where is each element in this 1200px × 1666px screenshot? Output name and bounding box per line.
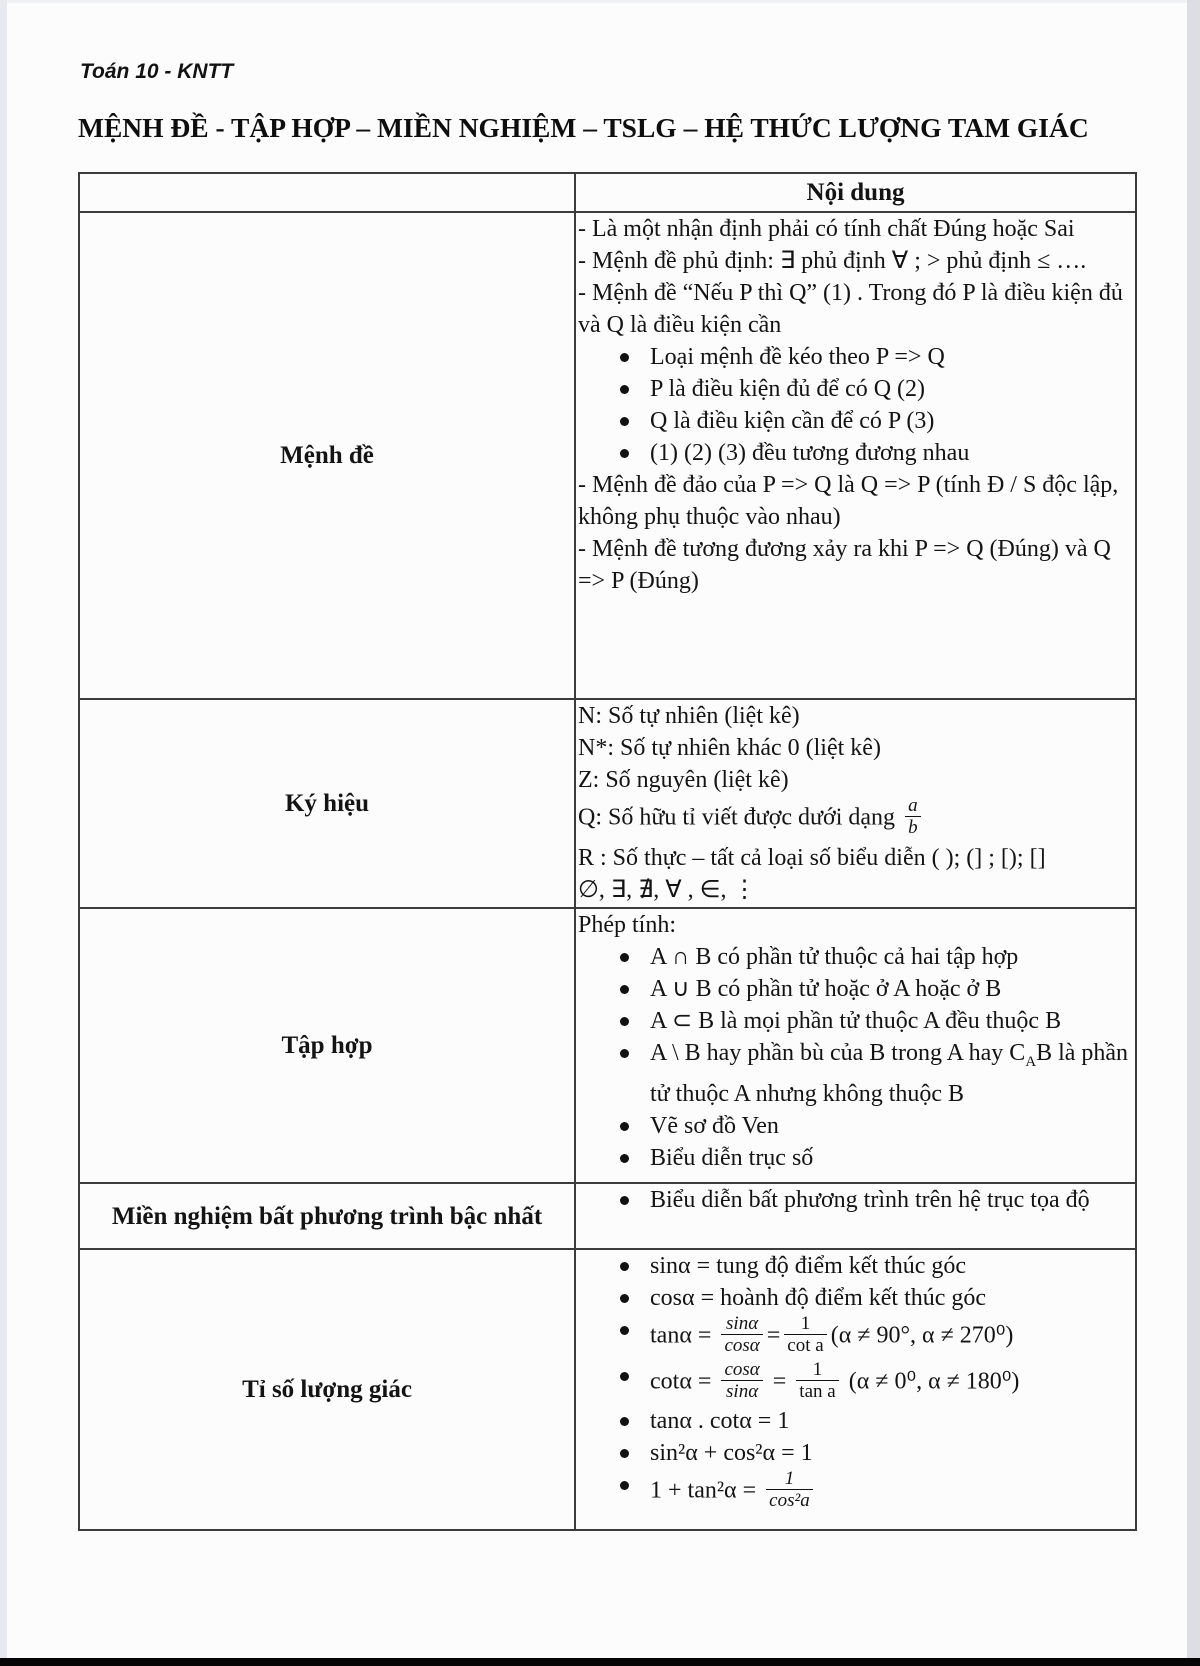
row-label: Tỉ số lượng giác	[79, 1249, 575, 1530]
text-segment: Loại mệnh đề kéo theo P => Q	[650, 344, 945, 370]
row-content	[575, 699, 1136, 908]
content-paragraph	[576, 909, 1135, 941]
bullet-dot	[620, 1326, 629, 1335]
bullet-item	[576, 1282, 1135, 1314]
bullet-text	[650, 1314, 1135, 1360]
table-row	[79, 699, 1136, 908]
text-segment: A \ B hay phần bù của B trong A hay C	[650, 1040, 1026, 1066]
bullet-text	[650, 1437, 1135, 1469]
text-segment: tanα . cotα = 1	[650, 1408, 790, 1435]
table-row	[79, 1183, 1136, 1249]
header-cell-empty	[79, 173, 575, 212]
bullet-dot	[620, 1196, 629, 1205]
text-segment: Z: Số nguyên (liệt kê)	[578, 767, 789, 793]
page-title: MỆNH ĐỀ - TẬP HỢP – MIỀN NGHIỆM – TSLG – HỆ THỨC LƯỢNG TAM GIÁC	[78, 112, 1089, 143]
row-content	[575, 908, 1136, 1183]
text-segment: A ∪ B có phần tử hoặc ở A hoặc ở B	[650, 976, 1002, 1002]
row-content	[575, 1183, 1136, 1249]
bullet-dot-icon	[620, 405, 650, 437]
row-label: Ký hiệu	[79, 699, 575, 908]
table-header	[79, 173, 1136, 212]
bullet-item	[576, 341, 1135, 373]
bullet-dot-icon	[620, 1250, 650, 1282]
text-segment: - Mệnh đề đảo của P => Q là Q => P (tính Đ / S độc lập, không phụ thuộc vào nhau)	[578, 472, 1119, 530]
fraction-denominator: tan a	[799, 1380, 836, 1402]
row-label: Tập hợp	[79, 908, 575, 1183]
bullet-text	[650, 341, 1135, 373]
bullet-dot-icon	[620, 1437, 650, 1469]
bullet-text	[650, 973, 1135, 1005]
bullet-text	[650, 1360, 1135, 1406]
content-paragraph	[576, 245, 1135, 277]
bullet-dot-icon	[620, 1142, 650, 1174]
fraction-denominator: b	[908, 817, 918, 839]
bullet-dot	[620, 1481, 629, 1490]
bullet-dot	[620, 353, 629, 362]
bullet-dot	[620, 1017, 629, 1026]
text-segment: ∅, ∃, ∄, ∀ , ∈, ⋮	[578, 876, 757, 903]
fraction	[784, 1313, 826, 1357]
fraction-numerator: 1	[766, 1468, 813, 1490]
bullet-item	[576, 1037, 1135, 1110]
fraction-numerator: 1	[796, 1359, 838, 1381]
text-segment: A ⊂ B là mọi phần tử thuộc A đều thuộc B	[650, 1008, 1062, 1034]
content-paragraph	[576, 533, 1135, 597]
bullet-dot	[620, 1262, 629, 1271]
bullet-dot-icon	[620, 1405, 650, 1437]
bullet-dot-icon	[620, 1360, 650, 1406]
bullet-dot-icon	[620, 1005, 650, 1037]
bullet-dot	[620, 1154, 629, 1163]
text-segment: (α ≠ 0⁰, α ≠ 180⁰)	[842, 1367, 1020, 1394]
bullet-item	[576, 1437, 1135, 1469]
bullet-text	[650, 941, 1135, 973]
bullet-text	[650, 1405, 1135, 1437]
text-segment: =	[766, 1367, 793, 1394]
bullet-item	[576, 1110, 1135, 1142]
bullet-text	[650, 1037, 1135, 1110]
bullet-dot-icon	[620, 1110, 650, 1142]
content-paragraph	[576, 764, 1135, 796]
bullet-dot	[620, 1417, 629, 1426]
content-paragraph	[576, 732, 1135, 764]
fraction-numerator: 1	[784, 1313, 826, 1335]
bullet-dot-icon	[620, 373, 650, 405]
fraction-numerator: cosα	[721, 1359, 762, 1381]
bullet-dot	[620, 449, 629, 458]
text-segment: P là điều kiện đủ để có Q (2)	[650, 376, 926, 402]
text-segment: N: Số tự nhiên (liệt kê)	[578, 703, 800, 729]
photo-edge-left	[0, 0, 7, 1666]
fraction-denominator: cos²a	[769, 1490, 810, 1512]
bullet-item	[576, 973, 1135, 1005]
bullet-dot	[620, 1294, 629, 1303]
text-segment: 1 + tan²α =	[650, 1477, 763, 1504]
fraction-numerator: sinα	[721, 1313, 762, 1335]
bullet-item	[576, 1005, 1135, 1037]
bullet-item	[576, 1405, 1135, 1437]
photo-edge-bottom	[0, 1658, 1200, 1666]
table-header-row	[79, 173, 1136, 212]
bullet-text	[650, 437, 1135, 469]
fraction	[766, 1468, 813, 1512]
text-segment: Biểu diễn trục số	[650, 1144, 814, 1171]
text-segment: - Là một nhận định phải có tính chất Đúng hoặc Sai	[578, 216, 1075, 242]
fraction-denominator: cosα	[724, 1335, 760, 1357]
bullet-item	[576, 941, 1135, 973]
bullet-dot-icon	[620, 1037, 650, 1110]
bullet-item	[576, 1469, 1135, 1515]
text-segment: Q: Số hữu tỉ viết được dưới dạng	[578, 804, 902, 831]
content-paragraph	[576, 469, 1135, 533]
bullet-dot-icon	[620, 341, 650, 373]
text-segment: sin²α + cos²α = 1	[650, 1440, 813, 1467]
bullet-text	[650, 373, 1135, 405]
bullet-dot-icon	[620, 1314, 650, 1360]
bullet-text	[650, 1184, 1135, 1216]
text-segment: R : Số thực – tất cả loại số biểu diễn ( ); (] ; [); []	[578, 844, 1046, 871]
bullet-item	[576, 405, 1135, 437]
doc-label: Toán 10 - KNTT	[80, 60, 234, 83]
bullet-text	[650, 405, 1135, 437]
bullet-item	[576, 1360, 1135, 1406]
fraction	[796, 1359, 838, 1403]
bullet-item	[576, 373, 1135, 405]
table-row	[79, 212, 1136, 699]
bullet-text	[650, 1469, 1135, 1515]
bullet-text	[650, 1142, 1135, 1174]
text-segment: N*: Số tự nhiên khác 0 (liệt kê)	[578, 735, 881, 761]
content-table	[78, 172, 1137, 1531]
photo-edge-right	[1187, 0, 1200, 1666]
row-content	[575, 1249, 1136, 1530]
text-segment: (1) (2) (3) đều tương đương nhau	[650, 440, 970, 466]
bullet-dot	[620, 953, 629, 962]
fraction-denominator: sinα	[726, 1380, 759, 1402]
bullet-item	[576, 1250, 1135, 1282]
content-paragraph	[576, 700, 1135, 732]
row-label: Mệnh đề	[79, 212, 575, 699]
subscript: A	[1025, 1053, 1037, 1070]
table-row	[79, 908, 1136, 1183]
bullet-dot	[620, 1372, 629, 1381]
bullet-dot-icon	[620, 941, 650, 973]
content-paragraph	[576, 796, 1135, 842]
text-segment: cotα =	[650, 1367, 718, 1394]
bullet-text	[650, 1282, 1135, 1314]
text-segment: =	[766, 1322, 781, 1349]
bullet-dot-icon	[620, 437, 650, 469]
text-segment: Vẽ sơ đồ Ven	[650, 1112, 779, 1139]
header-cell-noi-dung: Nội dung	[575, 173, 1136, 212]
bullet-dot	[620, 1122, 629, 1131]
bullet-dot	[620, 385, 629, 394]
text-segment: tanα =	[650, 1322, 718, 1349]
content-paragraph	[576, 277, 1135, 341]
text-segment: A ∩ B có phần tử thuộc cả hai tập hợp	[650, 944, 1019, 970]
text-segment: cosα = hoành độ điểm kết thúc góc	[650, 1285, 987, 1311]
content-paragraph	[576, 213, 1135, 245]
text-segment: - Mệnh đề “Nếu P thì Q” (1) . Trong đó P là điều kiện đủ và Q là điều kiện cần	[578, 280, 1123, 338]
text-segment: - Mệnh đề tương đương xảy ra khi P => Q (Đúng) và Q => P (Đúng)	[578, 536, 1111, 594]
bullet-dot	[620, 1449, 629, 1458]
table-row	[79, 1249, 1136, 1530]
content-paragraph	[576, 842, 1135, 874]
bullet-item	[576, 1142, 1135, 1174]
fraction	[721, 1313, 762, 1357]
bullet-text	[650, 1250, 1135, 1282]
bullet-item	[576, 1184, 1135, 1216]
text-segment: Q là điều kiện cần để có P (3)	[650, 408, 935, 434]
bullet-dot	[620, 417, 629, 426]
table-body	[79, 212, 1136, 1530]
photo-edge-top	[0, 0, 1200, 3]
text-segment: (α ≠ 90°, α ≠ 270⁰)	[830, 1322, 1014, 1349]
text-segment: B là phần tử thuộc A nhưng không thuộc B	[650, 1040, 1129, 1107]
bullet-dot	[620, 985, 629, 994]
text-segment: sinα = tung độ điểm kết thúc góc	[650, 1253, 967, 1279]
row-content	[575, 212, 1136, 699]
bullet-text	[650, 1005, 1135, 1037]
fraction	[905, 795, 921, 839]
bullet-dot	[620, 1049, 629, 1058]
content-paragraph	[576, 874, 1135, 906]
bullet-dot-icon	[620, 1469, 650, 1515]
bullet-dot-icon	[620, 1282, 650, 1314]
fraction-numerator: a	[905, 795, 921, 817]
row-label: Miền nghiệm bất phương trình bậc nhất	[79, 1183, 575, 1249]
fraction	[721, 1359, 762, 1403]
text-segment: - Mệnh đề phủ định: ∃ phủ định ∀ ; > phủ định ≤ ….	[578, 248, 1087, 274]
text-segment: Biểu diễn bất phương trình trên hệ trục tọa độ	[650, 1187, 1090, 1213]
fraction-denominator: cot a	[787, 1335, 824, 1357]
bullet-text	[650, 1110, 1135, 1142]
bullet-item	[576, 1314, 1135, 1360]
bullet-dot-icon	[620, 973, 650, 1005]
bullet-item	[576, 437, 1135, 469]
text-segment: Phép tính:	[578, 912, 677, 938]
bullet-dot-icon	[620, 1184, 650, 1216]
